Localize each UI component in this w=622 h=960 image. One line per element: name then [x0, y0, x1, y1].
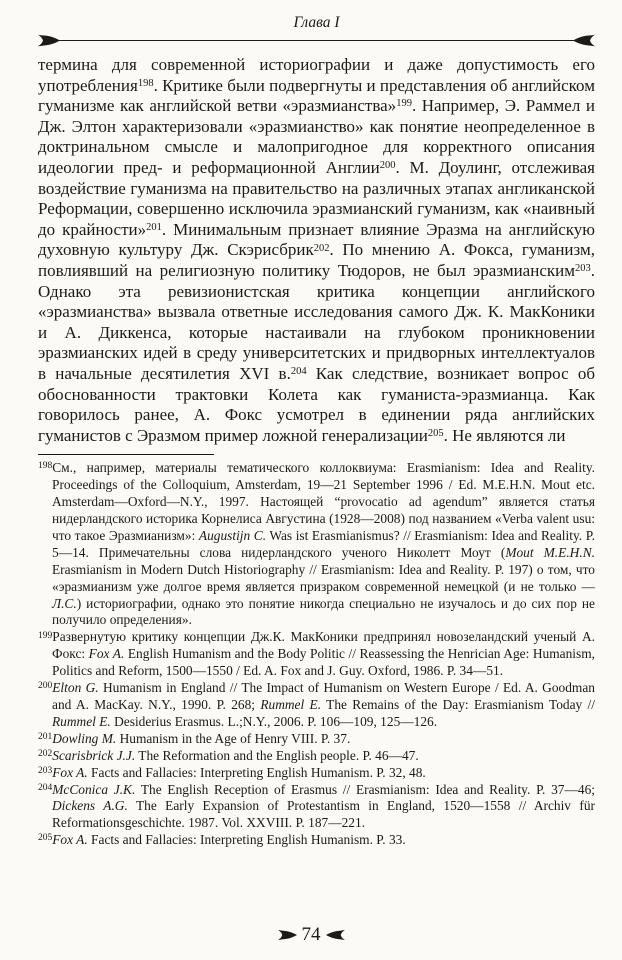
text-run: . Однако эта ревизионистская критика концепции английского «эразмианства» вызвала ответные исследования самого Дж. К. МакКоники и А. Диккенса, которые настаивали на глубоком проникновении эразмианских идей в среду университетских и придворных интеллектуалов в начальные десятилетия XVI в. — [38, 260, 595, 383]
text-run: Facts and Fallacies: Interpreting English Humanism. P. 33. — [87, 832, 406, 848]
text-run: The Remains of the Day: Erasmianism Today // — [321, 696, 595, 712]
footnote-ref: 201 — [146, 222, 162, 234]
italic-text: Mout M.E.H.N. — [505, 544, 595, 560]
text-run: . По мнению А. Фокса, гуманизм, повлиявший на религиозную политику Тюдоров, не был эразмианским — [38, 240, 595, 280]
text-run: . Минимальным признает влияние Эразма на английскую духовную культуру Дж. Скэрисбрик — [38, 219, 595, 260]
footnote-203 — [38, 765, 595, 782]
text-run: Развернутую критику концепции Дж.К. МакКоники предпринял новозеландский ученый А. Фокс: — [52, 629, 595, 662]
footnote-number: 205 — [38, 833, 53, 844]
footnote-number: 198 — [38, 461, 53, 472]
footnote-205 — [38, 832, 595, 849]
italic-text: Rummel E. — [52, 713, 111, 729]
text-run: . Критике были подвергнуты и представления об английском гуманизме как английской ветви «эразмианства» — [38, 75, 595, 116]
footnote-number: 202 — [38, 748, 53, 759]
footnote-ref: 200 — [379, 160, 396, 172]
page-footer — [0, 924, 622, 946]
text-run: The Early Expansion of Protestantism in England, 1520—1558 // Archiv für Reformationsgeschichte. 1987. Vol. XXVIII. P. 187—221. — [52, 798, 595, 831]
footnotes-section — [38, 454, 595, 849]
footnote-200 — [38, 680, 595, 731]
footnote-number: 199 — [38, 630, 53, 641]
italic-text: Л.С. — [52, 595, 77, 611]
text-run: ) историографии, однако это понятие никогда специально не изучалось и до сих пор не получило определения». — [52, 595, 595, 628]
body-paragraph — [38, 55, 595, 446]
italic-text: Fox A. — [88, 646, 125, 662]
header-rule — [38, 33, 595, 48]
footnote-separator — [38, 454, 214, 455]
fleuron-left-icon — [278, 929, 297, 941]
footnote-number: 204 — [38, 782, 53, 793]
footnote-ref: 199 — [396, 98, 412, 110]
italic-text: Scarisbrick J.J. — [52, 747, 136, 763]
header-rule-line — [57, 40, 576, 41]
footnote-201 — [38, 731, 595, 748]
text-run: Was ist Erasmianismus? // Erasmianism: Idea and Reality. P. 5—14. Примечательны слова нидерландского ученого Николетт Моут ( — [52, 527, 596, 560]
text-run: Humanism in England // The Impact of Humanism on Western Europe / Ed. A. Goodman and A. MacKay. N.Y., 1990. P. 268; — [52, 680, 595, 712]
footnote-198 — [38, 460, 595, 629]
italic-text: Fox A. — [52, 764, 88, 780]
footnote-ref: 204 — [290, 366, 307, 378]
text-run: См., например, материалы тематического коллоквиума: Erasmianism: Idea and Reality. Proceedings of the Colloquium, Amsterdam, 19—21 September 1996 / Ed. M.E.H.N. Mout etc. Amsterdam—Oxford—N.Y., 1997. Настоящей “provocatio ad agendum” является статья нидерландского историка Корнелиса Августина (1928—2008) под названием «Verba valent usu: что такое Эразмианизм»: — [52, 460, 595, 543]
text-run: The English Reception of Erasmus // Erasmianism: Idea and Reality. P. 37—46; — [135, 781, 596, 797]
text-run: English Humanism and the Body Politic // Reassessing the Henrician Age: Humanism, Politics and Reform, 1500—1550 / Ed. A. Fox and J. Guy. Oxford, 1986. P. 34—51. — [52, 646, 595, 679]
text-run: Desiderius Erasmus. L.;N.Y., 2006. P. 106—109, 125—126. — [110, 713, 438, 729]
text-run: Humanism in the Age of Henry VIII. P. 37. — [116, 730, 351, 746]
page-body — [38, 55, 595, 446]
footnote-204 — [38, 782, 595, 833]
footnote-199 — [38, 629, 595, 680]
footnote-number: 200 — [38, 681, 53, 692]
italic-text: McConica J.K. — [52, 781, 136, 797]
italic-text: Fox A. — [52, 832, 88, 848]
italic-text: Rummel E. — [260, 696, 322, 712]
text-run: . М. Доулинг, отслеживая воздействие гуманизма на правительство на различных этапах англиканской Реформации, совершенно исключила эразмианский гуманизм, как «наивный до крайности» — [38, 157, 595, 239]
running-header — [38, 14, 595, 48]
footnote-ref: 198 — [137, 77, 154, 89]
fleuron-right-icon — [326, 929, 345, 941]
text-run: . Например, Э. Раммел и Дж. Элтон характеризовали «эразмианство» как понятие неопределенное в доктринальном смысле и малопригодное для корректного описания идеологии пред- и реформационной Англии — [38, 96, 595, 177]
text-run: Facts and Fallacies: Interpreting English Humanism. P. 32, 48. — [87, 764, 426, 780]
italic-text: Dowling M. — [52, 730, 117, 746]
footnote-202 — [38, 748, 595, 765]
footnote-number: 201 — [38, 731, 53, 742]
footnote-ref: 205 — [427, 427, 444, 439]
italic-text: Augustijn C. — [198, 527, 267, 543]
footnote-ref: 203 — [575, 263, 591, 275]
text-run: The Reformation and the English people. P. 46—47. — [135, 747, 419, 763]
text-run: термина для современной историографии и даже допустимость его употребления — [38, 55, 595, 95]
text-run: Erasmianism in Modern Dutch Historiography // Erasmianism: Idea and Reality. P. 197) о том, что «эразмианизм уже долгое время является призраком современной немецкой (и не только — — [52, 561, 595, 594]
footnote-number: 203 — [38, 765, 53, 776]
footnotes-list — [38, 460, 595, 849]
text-run: Как следствие, возникает вопрос об обоснованности трактовки Колета как гуманиста-эразмианца. Как говорилось ранее, А. Фокс усмотрел в единении ряда английских гуманистов с Эразмом пример ложной генерализации — [38, 363, 595, 445]
fleuron-right-icon — [573, 34, 595, 47]
page-number: 74 — [301, 924, 321, 945]
chapter-title: Глава I — [293, 14, 340, 31]
italic-text: Elton G. — [52, 680, 99, 696]
italic-text: Dickens A.G. — [52, 798, 128, 814]
footnote-ref: 202 — [313, 242, 330, 254]
text-run: . Не являются ли — [443, 425, 566, 445]
